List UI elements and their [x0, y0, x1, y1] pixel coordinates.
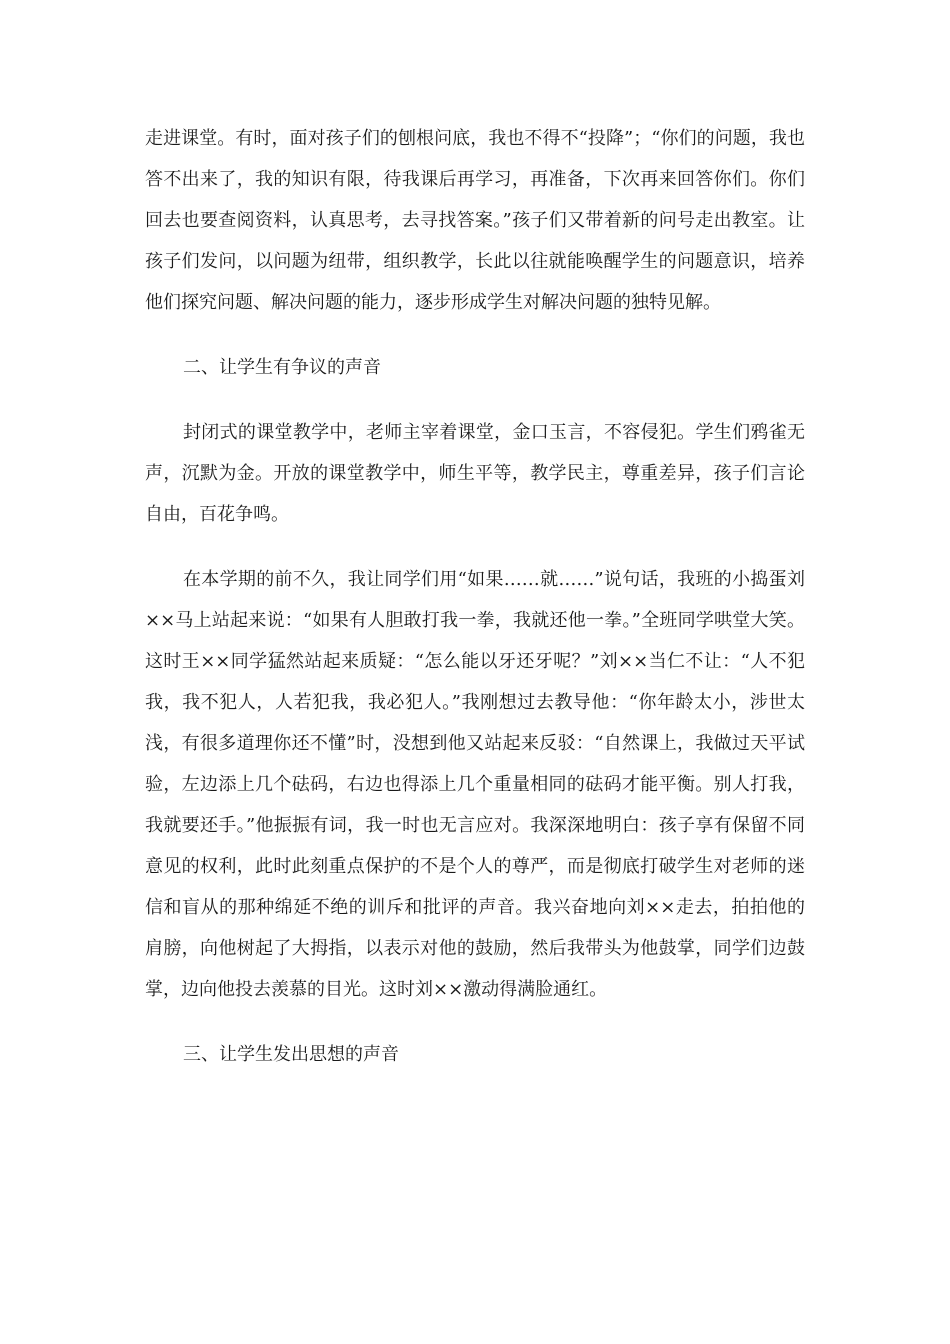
section-heading-three: 三、让学生发出思想的声音: [183, 1044, 399, 1065]
paragraph-continuation: 走进课堂。有时，面对孩子们的刨根问底，我也不得不“投降”；“你们的问题，我也答不出来了，我的知识有限，待我课后再学习，再准备，下次再来回答你们。你们回去也要查阅资料，认真思考，去寻找答案。”孩子们又带着新的问号走出教室。让孩子们发问，以问题为纽带，组织教学，长此以往就能唤醒学生的问题意识，培养他们探究问题、解决问题的能力，逐步形成学生对解决问题的独特见解。: [145, 128, 805, 313]
section-heading-two: 二、让学生有争议的声音: [183, 357, 381, 378]
document-page: [145, 118, 805, 1099]
paragraph-classroom-contrast: 封闭式的课堂教学中，老师主宰着课堂，金口玉言，不容侵犯。学生们鸦雀无声，沉默为金。开放的课堂教学中，师生平等，教学民主，尊重差异，孩子们言论自由，百花争鸣。: [145, 422, 805, 525]
paragraph-classroom-story: 在本学期的前不久，我让同学们用“如果……就……”说句话，我班的小捣蛋刘××马上站起来说：“如果有人胆敢打我一拳，我就还他一拳。”全班同学哄堂大笑。这时王××同学猛然站起来质疑：“怎么能以牙还牙呢？”刘××当仁不让：“人不犯我，我不犯人，人若犯我，我必犯人。”我刚想过去教导他：“你年龄太小，涉世太浅，有很多道理你还不懂”时，没想到他又站起来反驳：“自然课上，我做过天平试验，左边添上几个砝码，右边也得添上几个重量相同的砝码才能平衡。别人打我，我就要还手。”他振振有词，我一时也无言应对。我深深地明白：孩子享有保留不同意见的权利，此时此刻重点保护的不是个人的尊严，而是彻底打破学生对老师的迷信和盲从的那种绵延不绝的训斥和批评的声音。我兴奋地向刘××走去，拍拍他的肩膀，向他树起了大拇指，以表示对他的鼓励，然后我带头为他鼓掌，同学们边鼓掌，边向他投去羡慕的目光。这时刘××激动得满脸通红。: [145, 569, 805, 1000]
